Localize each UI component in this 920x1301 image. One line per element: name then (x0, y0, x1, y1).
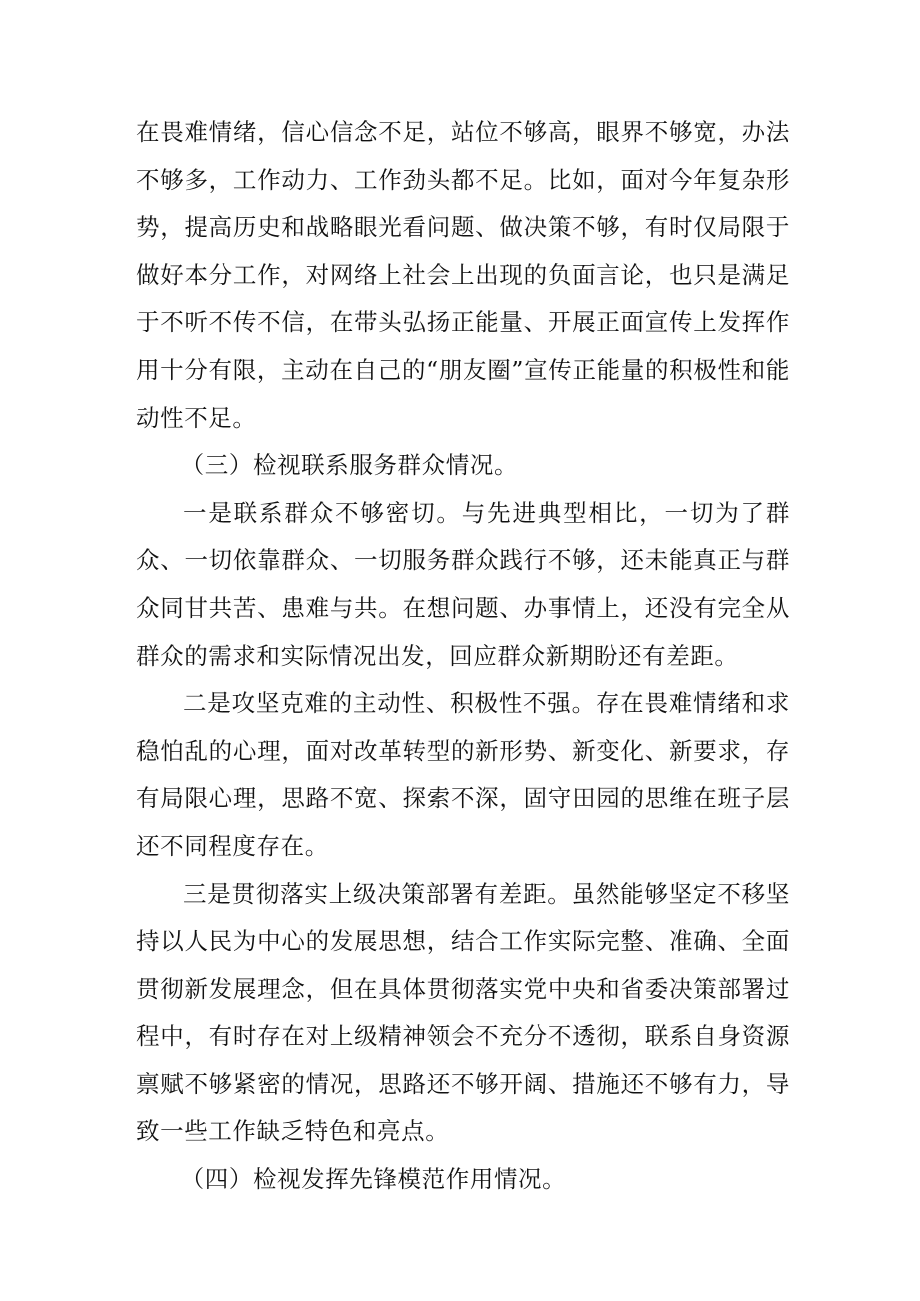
body-paragraph-continued: 在畏难情绪，信心信念不足，站位不够高，眼界不够宽，办法不够多，工作动力、工作劲头都不足。比如，面对今年复杂形势，提高历史和战略眼光看问题、做决策不够，有时仅局限于做好本分工作，对网络上社会上出现的负面言论，也只是满足于不听不传不信，在带头弘扬正能量、开展正面宣传上发挥作用十分有限，主动在自己的“朋友圈”宣传正能量的积极性和能动性不足。 (136, 118, 790, 432)
section-heading-3: （三）检视联系服务群众情况。 (180, 451, 519, 480)
body-paragraph-1: 一是联系群众不够密切。与先进典型相比，一切为了群众、一切依靠群众、一切服务群众践行不够，还未能真正与群众同甘共苦、患难与共。在想问题、办事情上，还没有完全从群众的需求和实际情况出发，回应群众新期盼还有差距。 (136, 498, 790, 670)
body-paragraph-3: 三是贯彻落实上级决策部署有差距。虽然能够坚定不移坚持以人民为中心的发展思想，结合工作实际完整、准确、全面贯彻新发展理念，但在具体贯彻落实党中央和省委决策部署过程中，有时存在对上级精神领会不充分不透彻，联系自身资源禀赋不够紧密的情况，思路还不够开阔、措施还不够有力，导致一些工作缺乏特色和亮点。 (136, 879, 790, 1146)
section-heading-4: （四）检视发挥先锋模范作用情况。 (180, 1165, 567, 1194)
body-paragraph-2: 二是攻坚克难的主动性、积极性不强。存在畏难情绪和求稳怕乱的心理，面对改革转型的新形势、新变化、新要求，存有局限心理，思路不宽、探索不深，固守田园的思维在班子层还不同程度存在。 (136, 689, 790, 860)
document-body (136, 109, 790, 1204)
